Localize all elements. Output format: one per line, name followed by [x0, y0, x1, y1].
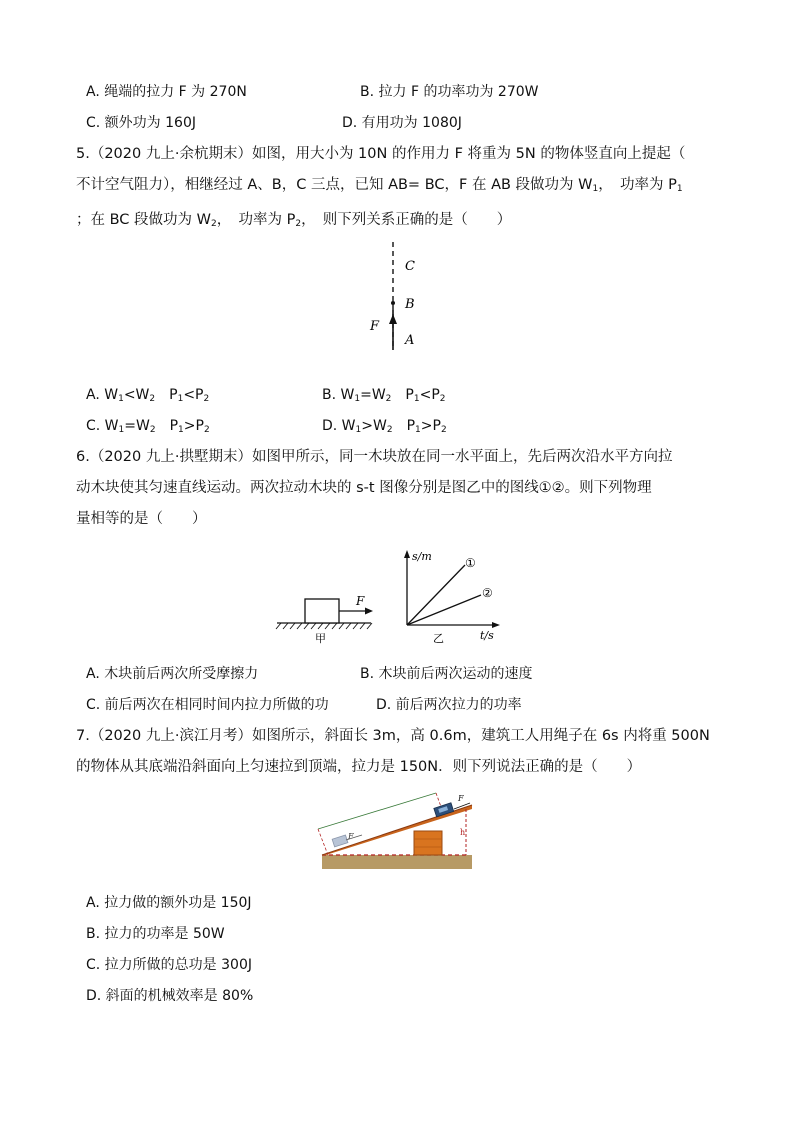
q6-option-c: C. 前后两次在相同时间内拉力所做的功	[86, 697, 329, 713]
q7-label-h: h	[460, 828, 466, 837]
q6-line-3: 量相等的是（ ）	[76, 511, 207, 527]
q6-option-a: A. 木块前后两次所受摩擦力	[86, 666, 259, 682]
q6-option-d: D. 前后两次拉力的功率	[376, 697, 522, 713]
q6-option-b: B. 木块前后两次运动的速度	[360, 666, 533, 682]
q5-stem	[76, 139, 726, 240]
q5-option-d: D. $W_1>W_2$ $P_1>P_2$	[322, 418, 447, 435]
q6-stem	[76, 442, 726, 535]
q6-line-1: 6.（2020 九上·拱墅期末）如图甲所示，同一木块放在同一水平面上，先后两次沿水平方向拉	[76, 449, 673, 465]
q7-option-d: D. 斜面的机械效率是 80%	[86, 988, 254, 1004]
q5-option-a: A. $W_1<W_2$ $P_1<P_2$	[86, 387, 210, 404]
q7-line-1: 7.（2020 九上·滨江月考）如图所示，斜面长 3m，高 0.6m，建筑工人用绳子在 6s 内将重 500N	[76, 728, 710, 744]
q7-label-f2: F	[458, 794, 464, 803]
q6-label-1: ①	[465, 556, 476, 570]
q5-label-c: C	[405, 259, 415, 274]
q4-option-c: C. 额外功为 160J	[86, 115, 196, 131]
q7-option-c: C. 拉力所做的总功是 300J	[86, 957, 252, 973]
q5-line-1: 5.（2020 九上·余杭期末）如图，用大小为 10N 的作用力 F 将重为 5N 的物体竖直向上提起（	[76, 146, 686, 162]
q5-line-3: ；在 BC 段做功为 $W_2$， 功率为 $P_2$， 则下列关系正确的是（ ）	[76, 212, 512, 229]
q5-label-f: F	[370, 319, 380, 334]
q7-option-b: B. 拉力的功率是 50W	[86, 926, 225, 942]
q7-stem	[76, 721, 726, 783]
q4-option-a: A. 绳端的拉力 F 为 270N	[86, 84, 247, 100]
q4-option-b: B. 拉力 F 的功率功为 270W	[360, 84, 539, 100]
q6-label-2: ②	[482, 586, 493, 600]
q6-label-yi: 乙	[433, 632, 444, 645]
q6-label-s: s/m	[412, 550, 432, 563]
q6-figure	[275, 545, 505, 645]
q5-option-c: C. $W_1=W_2$ $P_1>P_2$	[86, 418, 210, 435]
q5-line-2: 不计空气阻力），相继经过 A、B，C 三点，已知 AB= BC，F 在 AB 段做功为 $W_1$， 功率为 $P_1$	[76, 177, 683, 194]
q6-label-f: F	[356, 594, 365, 608]
q5-label-b: B	[405, 297, 415, 312]
q6-label-jia: 甲	[315, 632, 326, 645]
q6-label-t: t/s	[480, 629, 494, 642]
q7-figure	[318, 793, 474, 873]
q6-line-2: 动木块使其匀速直线运动。两次拉动木块的 s-t 图像分别是图乙中的图线①②。则下列物理	[76, 480, 652, 496]
q7-label-f1: F	[348, 832, 354, 841]
q4-option-d: D. 有用功为 1080J	[342, 115, 462, 131]
q5-figure	[360, 238, 430, 358]
q5-option-b: B. $W_1=W_2$ $P_1<P_2$	[322, 387, 446, 404]
q5-label-a: A	[405, 333, 415, 348]
q7-option-a: A. 拉力做的额外功是 150J	[86, 895, 252, 911]
q7-line-2: 的物体从其底端沿斜面向上匀速拉到顶端，拉力是 150N．则下列说法正确的是（ ）	[76, 759, 642, 775]
